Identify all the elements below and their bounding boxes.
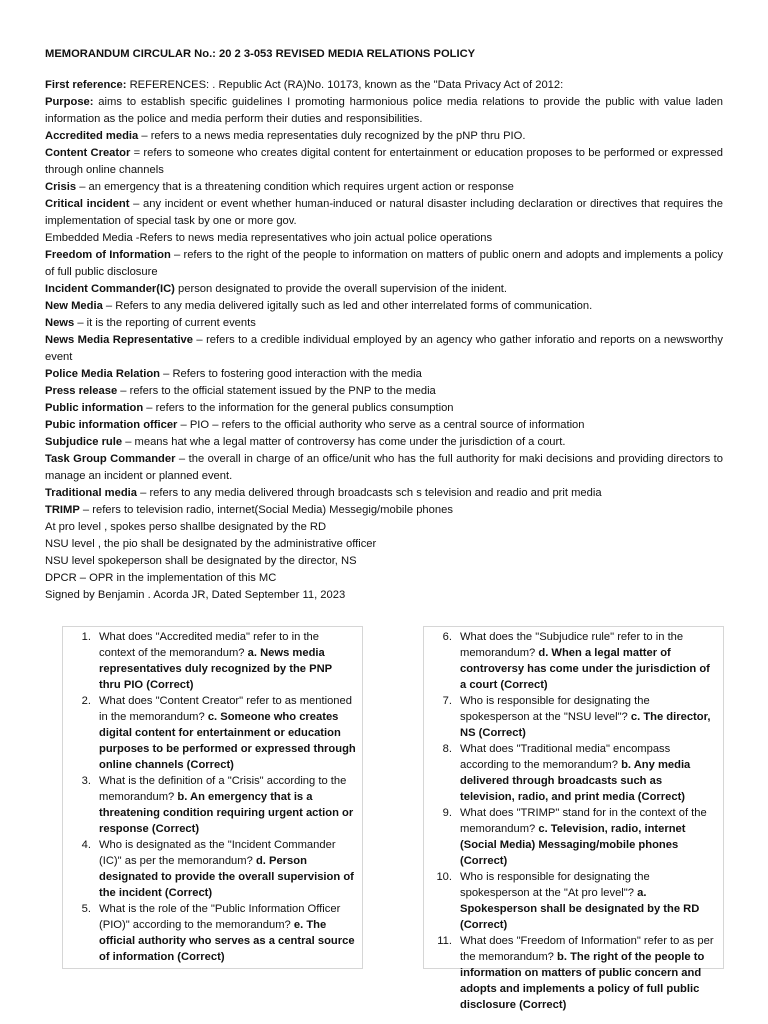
question-text: What does "Traditional media" encompass according to the memorandum?: [460, 743, 671, 771]
questions-column-left: [62, 626, 363, 969]
definition-term: First reference:: [45, 79, 127, 91]
answer-text: d. When a legal matter of controversy has come under the jurisdiction of a court (Correct): [460, 647, 710, 691]
memorandum-document: [45, 46, 723, 604]
definition-text: At pro level , spokes perso shallbe designated by the RD: [45, 521, 327, 533]
definition-term: Subjudice rule: [45, 436, 123, 448]
question-text: What is the definition of a "Crisis" according to the memorandum?: [99, 775, 347, 803]
question-number: 10.: [436, 871, 452, 883]
question-item: [424, 805, 723, 869]
definition-text: – Refers to any media delivered igitally such as led and other interrelated forms of communication.: [102, 300, 593, 312]
definition-item: [45, 298, 723, 315]
definition-term: Crisis: [45, 181, 77, 193]
definition-text: – refers to a news media representaties duly recognized by the pNP thru PIO.: [138, 130, 526, 142]
answer-text: e. The official authority who serves as a central source of information (Correct): [99, 919, 355, 963]
definition-term: Purpose:: [45, 96, 94, 108]
definition-item: [45, 128, 723, 145]
question-text: Who is responsible for designating the spokesperson at the "At pro level"?: [460, 871, 650, 899]
definition-term: Freedom of Information: [45, 249, 171, 261]
definition-item: [45, 230, 723, 247]
definition-item: [45, 94, 723, 128]
question-item: [63, 629, 362, 693]
question-body: [452, 933, 723, 1013]
answer-text: c. The director, NS (Correct): [460, 711, 711, 739]
definition-item: [45, 145, 723, 179]
definition-text: person designated to provide the overall supervision of the inident.: [174, 283, 508, 295]
definition-item: [45, 400, 723, 417]
definition-term: Incident Commander(IC): [45, 283, 175, 295]
answer-text: c. Someone who creates digital content for entertainment or education purposes to be performed or expressed through online channels (Correct): [99, 711, 356, 771]
question-number: 3.: [81, 775, 91, 787]
definition-item: [45, 332, 723, 366]
definition-term: Police Media Relation: [45, 368, 161, 380]
definition-term: Traditional media: [45, 487, 138, 499]
definition-term: Press release: [45, 385, 118, 397]
answer-text: b. An emergency that is a threatening condition requiring urgent action or response (Correct): [99, 791, 354, 835]
answer-text: a. News media representatives duly recognized by the PNP thru PIO (Correct): [99, 647, 332, 691]
question-item: [63, 837, 362, 901]
definition-item: [45, 553, 723, 570]
answer-text: b. The right of the people to information on matters of public concern and adopts and implements a policy of full public disclosure (Correct): [460, 951, 705, 1011]
question-body: [91, 773, 362, 837]
question-body: [452, 805, 723, 869]
definition-term: Content Creator: [45, 147, 131, 159]
question-number: 1.: [81, 631, 91, 643]
question-number: 8.: [442, 743, 452, 755]
definition-text: – it is the reporting of current events: [74, 317, 256, 329]
question-text: What does "Freedom of Information" refer to as per the memorandum?: [460, 935, 714, 963]
question-body: [452, 869, 723, 933]
definition-text: – Refers to fostering good interaction with the media: [160, 368, 422, 380]
definition-term: Critical incident: [45, 198, 130, 210]
definition-term: TRIMP: [45, 504, 80, 516]
definition-item: [45, 179, 723, 196]
question-text: What does "Content Creator" refer to as mentioned in the memorandum?: [99, 695, 352, 723]
definition-item: [45, 417, 723, 434]
definition-text: aims to establish specific guidelines I promoting harmonious police media relations to provide the public with value laden information as the police and media perform their duties and responsibilities.: [45, 96, 723, 125]
definition-item: [45, 77, 723, 94]
definition-text: – an emergency that is a threatening condition which requires urgent action or response: [76, 181, 514, 193]
question-item: [63, 901, 362, 965]
question-item: [63, 773, 362, 837]
definition-text: – the overall in charge of an office/unit who has the full authority for maki decisions and providing directors to manage an incident or planned event.: [45, 453, 723, 482]
question-number: 11.: [437, 935, 452, 947]
question-text: Who is responsible for designating the spokesperson at the "NSU level"?: [460, 695, 650, 723]
definition-item: [45, 536, 723, 553]
definition-text: Embedded Media -Refers to news media representatives who join actual police operations: [45, 232, 493, 244]
question-number: 6.: [442, 631, 452, 643]
definition-item: [45, 315, 723, 332]
answer-text: d. Person designated to provide the overall supervision of the incident (Correct): [99, 855, 354, 899]
definition-term: Task Group Commander: [45, 453, 176, 465]
question-item: [424, 869, 723, 933]
question-number: 2.: [81, 695, 91, 707]
question-item: [424, 933, 723, 1013]
definition-text: – any incident or event whether human-induced or natural disaster including declaration or directives that requires the implementation of special task by one or more gov.: [45, 198, 723, 227]
definition-item: [45, 366, 723, 383]
definition-text: – refers to the information for the general publics consumption: [143, 402, 454, 414]
definition-text: – refers to the official statement issued by the PNP to the media: [117, 385, 436, 397]
question-text: What does the "Subjudice rule" refer to in the memorandum?: [460, 631, 684, 659]
questions-column-right: [423, 626, 724, 1011]
definition-text: – PIO – refers to the official authority who serve as a central source of information: [177, 419, 585, 431]
question-text: What is the role of the "Public Information Officer (PIO)" according to the memorandum?: [99, 903, 341, 931]
definition-text: NSU level , the pio shall be designated by the administrative officer: [45, 538, 377, 550]
question-body: [91, 693, 362, 773]
definition-text: – refers to television radio, internet(Social Media) Messegig/mobile phones: [79, 504, 453, 516]
question-body: [452, 741, 723, 805]
question-number: 4.: [81, 839, 91, 851]
question-body: [91, 629, 362, 693]
definitions-list: [45, 77, 723, 604]
question-number: 7.: [442, 695, 452, 707]
definition-term: News: [45, 317, 75, 329]
question-number: 5.: [81, 903, 91, 915]
question-item: [424, 741, 723, 805]
definition-text: Signed by Benjamin . Acorda JR, Dated September 11, 2023: [45, 589, 346, 601]
definition-item: [45, 451, 723, 485]
definition-item: [45, 196, 723, 230]
question-body: [91, 837, 362, 901]
definition-text: – refers to any media delivered through broadcasts sch s television and readio and prit media: [137, 487, 602, 499]
definition-item: [45, 434, 723, 451]
answer-text: a. Spokesperson shall be designated by the RD (Correct): [460, 887, 700, 931]
definition-term: News Media Representative: [45, 334, 193, 346]
definition-item: [45, 247, 723, 281]
question-number: 9.: [442, 807, 452, 819]
question-body: [452, 629, 723, 693]
question-item: [424, 693, 723, 741]
definition-item: [45, 281, 723, 298]
definition-text: = refers to someone who creates digital content for entertainment or education proposes to be performed or expressed through online channels: [45, 147, 723, 176]
question-text: What does "TRIMP" stand for in the context of the memorandum?: [460, 807, 707, 835]
answer-text: b. Any media delivered through broadcasts such as television, radio, and print media (Correct): [460, 759, 691, 803]
definition-text: – refers to the right of the people to information on matters of public onern and adopts and implements a policy of full public disclosure: [45, 249, 724, 278]
definition-text: DPCR – OPR in the implementation of this MC: [45, 572, 277, 584]
definition-item: [45, 485, 723, 502]
definition-item: [45, 570, 723, 587]
definition-item: [45, 519, 723, 536]
question-body: [452, 693, 723, 741]
definition-item: [45, 587, 723, 604]
question-body: [91, 901, 362, 965]
definition-text: – refers to a credible individual employed by an agency who gather inforatio and reports on a newsworthy event: [45, 334, 723, 363]
definition-text: NSU level spokeperson shall be designated by the director, NS: [45, 555, 357, 567]
definition-item: [45, 383, 723, 400]
definition-term: Public information: [45, 402, 144, 414]
question-item: [424, 629, 723, 693]
answer-text: c. Television, radio, internet (Social Media) Messaging/mobile phones (Correct): [460, 823, 686, 867]
definition-text: – means hat whe a legal matter of controversy has come under the jurisdiction of a court.: [122, 436, 566, 448]
definition-text: REFERENCES: . Republic Act (RA)No. 10173, known as the "Data Privacy Act of 2012:: [126, 79, 564, 91]
document-title: MEMORANDUM CIRCULAR No.: 20 2 3-053 REVISED MEDIA RELATIONS POLICY: [45, 48, 476, 60]
definition-term: New Media: [45, 300, 103, 312]
definition-item: [45, 502, 723, 519]
question-text: What does "Accredited media" refer to in the context of the memorandum?: [99, 631, 319, 659]
definition-term: Pubic information officer: [45, 419, 178, 431]
question-text: Who is designated as the "Incident Commander (IC)" as per the memorandum?: [99, 839, 336, 867]
question-item: [63, 693, 362, 773]
definition-term: Accredited media: [45, 130, 139, 142]
